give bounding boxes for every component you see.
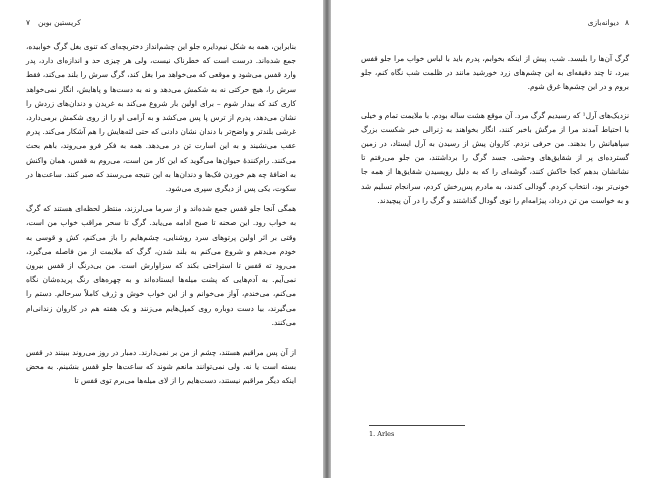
book-gutter <box>323 0 331 478</box>
paragraph: گرگ آن‌ها را بلیسد. شب، پیش از اینکه بخوابم، پدرم باید با لباس خواب مرا جلو قفس ببرد، تا چند دقیقه‌ای به این چشم‌های زرد خورشید مانند در ظلمت شب نگاه کنم، جلو بروم و در این چشم‌ها غرق شوم. <box>361 54 629 92</box>
paragraph: بنابراین، همه به شکل نیم‌دایره جلو این چشم‌انداز دختربچه‌ای که تنوی بغل گرگ خوابیده، جمع شده‌اند. درست است که خطرناک نیست، ولی هر چیزی حد و اندازه‌ای دارد، پدر وارد قفس می‌شود و موقعی که می‌خواهد مرا بغل کند، گرگ سرش را بلند می‌کند، فقط سرش را، هیچ حرکتی نه به شکمش می‌دهد و نه به دست‌ها و پاهایش، انگار نمی‌خواهد کاری کند که بیدار شوم – برای اولین بار شروع می‌کند به غریدن و دندان‌های زردش را نشان می‌دهد، پدرم از ترس پا پس می‌کشد و به آرامی او را از روی شکمش برمی‌دارد، غرشی بلندتر و واضح‌تر با دندان نشان دادنی که حتی لثه‌هایش را هم آشکار می‌کند. پدرم عقب می‌نشیند و به این اسارت تن در می‌دهد. همه به فکر فرو می‌روند، باهم بحث می‌کنند. رام‌کنندهٔ حیوان‌ها می‌گوید که این کار من است، می‌روم به قفس، همان واکنش به اضافهٔ چه هم خوردن فک‌ها و دندان‌ها به این نتیجه می‌رسند که صبر کنند. ساعت‌ها در سکوت، یکی پس از دیگری سپری می‌شود. <box>26 42 296 194</box>
right-page <box>331 0 655 478</box>
footnote: 1. Arles <box>369 430 395 438</box>
paragraph: از آن پس مراقبم هستند، چشم از من بر نمی‌دارند. دمبار در روز می‌روند ببینند در قفس بسته است یا نه. ولی نمی‌توانند مانعم شوند که ساعت‌ها جلو قفس بنشینم. به محض اینکه دیگر مراقبم نیستند، دست‌هایم را از لای میله‌ها می‌برم توی قفس تا <box>26 348 296 386</box>
running-title: دیوانه‌بازی <box>587 18 619 27</box>
left-page <box>0 0 323 478</box>
body-text <box>361 52 629 208</box>
left-page-header <box>26 18 297 30</box>
body-text <box>26 40 296 389</box>
paragraph: همگی آنجا جلو قفس جمع شده‌اند و از سرما می‌لرزند، منتظر لحظه‌ای هستند که گرگ به خواب رود. این صحنه تا صبح ادامه می‌یابد. گرگ تا سحر مراقب خواب من است، وقتی بر اثر اولین پرتوهای سرد روشنایی، چشم‌هایم را باز می‌کنم، کش و قوسی به خودم می‌دهم و شروع می‌کنم به بلند شدن، گرگ که ملایمت از من فاصله می‌گیرد، می‌رود ته قفس تا استراحتی بکند که سزاوارش است. من بی‌درنگ از قفس بیرون نمی‌آیم. به آدم‌هایی که پشت میله‌ها ایستاده‌اند و به چهره‌های رنگ پریده‌شان نگاه می‌کنم، می‌خندم، آواز می‌خوانم و از این خواب خوش و ژرف کاملاً سرحالم. دستم را می‌گیرند، بیا دست دوباره روی کمپل‌هایم می‌زنند و یک هفته هم در کاروان زندانی‌ام می‌کنند. <box>26 204 296 327</box>
right-page-header <box>357 18 629 30</box>
running-title: کریستین بوبن <box>38 18 81 27</box>
paragraph: نزدیک‌های آرل¹ که رسیدیم گرگ مرد. آن موقع هشت ساله بودم. با ملایمت تمام و خیلی با احتیاط آمدند مرا از مرگش باخبر کنند، انگار بخواهند به ژنرالی خبر شکست بزرگ سپاهیانش را بدهند. من حرفی نزدم. کاروان پیش از رسیدن به آرل ایستاد، در زمین گسترده‌ای پر از شقایق‌های وحشی. جسد گرگ را برداشتند، من جلو می‌رفتم تا نشانشان بدهم کجا خاکش کنند، گوشه‌ای را که به دلیل رویسیدن شقایق‌ها از همه جا خونی‌تر بود، انتخاب کردم. گودالی کندند، به مادرم پس‌رخش کردم، سرانجام تسلیم شد و به خواست من تن درداد، پیژامه‌ام را توی گودال گذاشتند و گرگ را در آن پیچیدند. <box>361 110 629 205</box>
page-number: ۷ <box>26 18 31 27</box>
page-number: ۸ <box>624 18 629 27</box>
footnote-rule <box>369 425 465 426</box>
